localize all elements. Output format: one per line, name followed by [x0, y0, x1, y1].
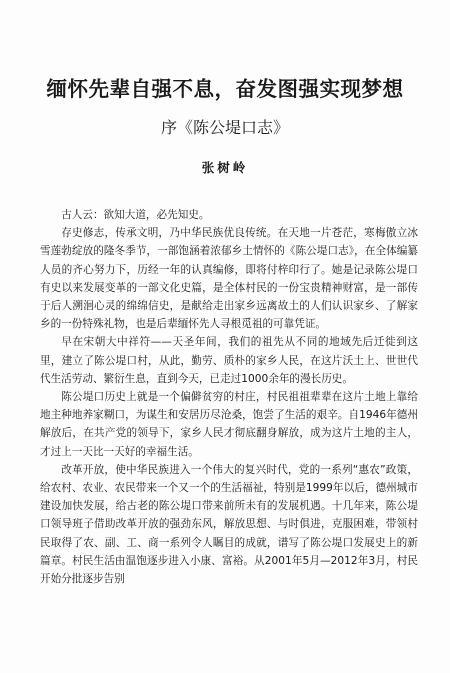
paragraph: 古人云：欲知大道，必先知史。: [61, 209, 210, 221]
document-subtitle: 序《陈公堤口志》: [160, 118, 289, 137]
paragraph: 改革开放，使中华民族进入一个伟大的复兴时代，党的一系列“惠农”政策，给农村、农业、农民带来一个又一个的生活福祉，特别是1999年以后，德州城市建设加快发展，给古老的陈公堤口带来前所未有的发展机遇。十几年来，陈公堤口领导班子借助改革开放的强劲东风，解放思想、与时俱进，克服困难，带领村民取得了农、副、工、商一系列令人瞩目的成就，谱写了陈公堤口发展史上的新篇章。村民生活由温饱逐步进入小康、富裕。从2001年5月—2012年3月，村民开始分批逐步告别: [40, 463, 418, 586]
author-name: 张树岭: [201, 160, 249, 175]
paragraph: 陈公堤口历史上就是一个偏僻贫穷的村庄，村民祖祖辈辈在这片土地上靠给地主种地养家糊口，为谋生和安居历尽沧桑，饱尝了生活的艰辛。自1946年德州解放后，在共产党的领导下，家乡人民才彻底翻身解放，成为这片土地的主人，才过上一天比一天好的幸福生活。: [40, 391, 418, 458]
paragraph: 早在宋朝大中祥符——天圣年间，我们的祖先从不同的地域先后迁徙到这里，建立了陈公堤口村，从此，勤劳、质朴的家乡人民，在这片沃土上、世世代代生活劳动、繁衍生息，直到今天，已走过1000余年的漫长历史。: [40, 336, 418, 385]
document-title: 缅怀先辈自强不息，奋发图强实现梦想: [46, 77, 404, 101]
paragraph: 存史修志，传承文明，乃中华民族优良传统。在天地一片苍茫，寒梅傲立冰雪莲勃绽放的隆冬季节，一部饱涵着浓郁乡土情怀的《陈公堤口志》，在全体编纂人员的齐心努力下，历经一年的认真编修，即将付梓印行了。她是记录陈公堤口有史以来发展变革的一部文化史篇，是全体村民的一份宝贵精神财富，是一部传于后人溯洄心灵的绵绵信史，是献给走出家乡远离故土的人们认识家乡、了解家乡的一份特殊礼物，也是后辈缅怀先人寻根觅祖的可靠凭证。: [40, 227, 418, 331]
body-text: [40, 206, 418, 588]
